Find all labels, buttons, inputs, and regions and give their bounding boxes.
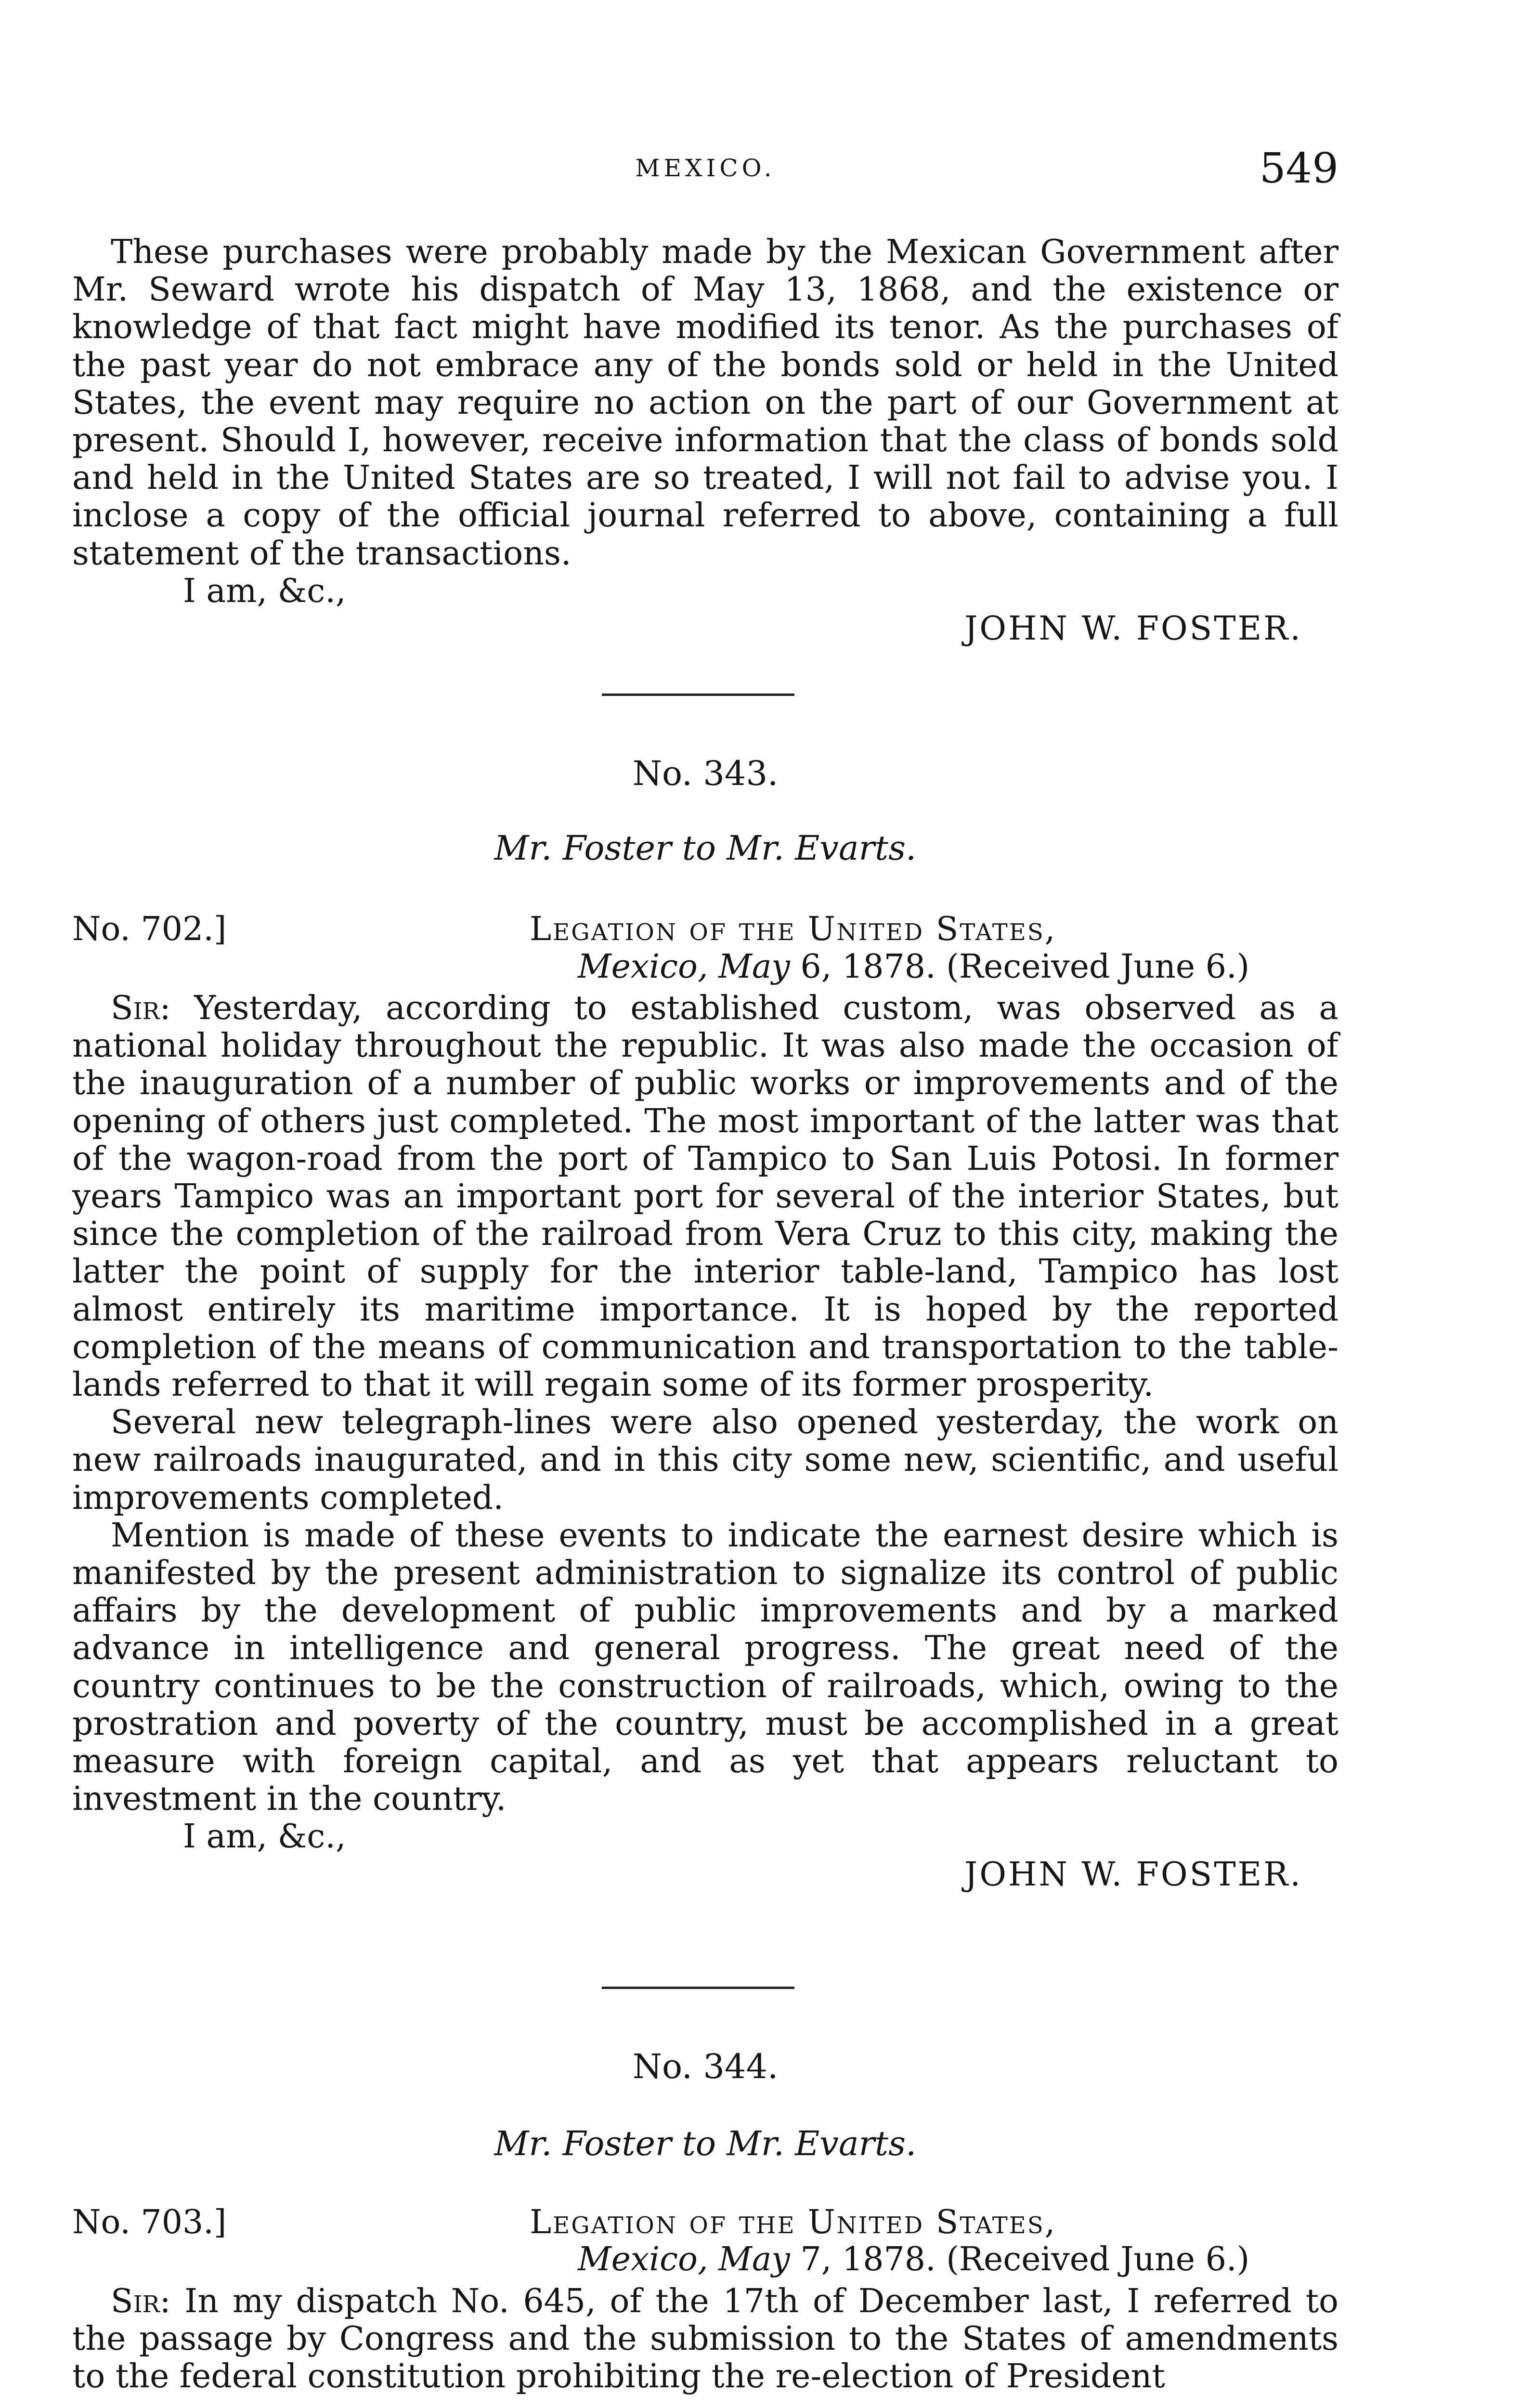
salutation: Sir: bbox=[111, 2282, 171, 2320]
running-head bbox=[72, 135, 1338, 193]
legation-heading-344: Legation of the United States, bbox=[530, 2203, 1057, 2241]
continued-letter bbox=[72, 234, 1338, 648]
dateline-344 bbox=[578, 2240, 1249, 2278]
signature: JOHN W. FOSTER. bbox=[964, 610, 1302, 648]
correspondents-343: Mr. Foster to Mr. Evarts. bbox=[494, 828, 917, 868]
paragraph-text: In my dispatch No. 645, of the 17th of December last, I referred to the passage by Congress and the submission to the States of amendments to the federal constitution prohibiting the re-election of President bbox=[72, 2282, 1338, 2396]
section-divider bbox=[602, 694, 794, 696]
document-number-344: No. 344. bbox=[632, 2047, 779, 2086]
document-number-343: No. 343. bbox=[632, 754, 779, 793]
continued-paragraph: These purchases were probably made by the Mexican Government after Mr. Seward wrote his dispatch of May 13, 1868, and the existence or knowledge of that fact might have modified its tenor. As the purchases of the past year do not embrace any of the bonds sold or held in the United States, the event may require no action on the part of our Government at present. Should I, however, receive information that the class of bonds sold and held in the United States are so treated, I will not fail to advise you. I inclose a copy of the official journal referred to above, containing a full statement of the transactions. bbox=[72, 233, 1338, 573]
paragraph-text: Yesterday, according to established custom, was observed as a national holiday throughout the republic. It was also made the occasion of the inauguration of a number of public works or improvements and of the opening of others just completed. The most important of the latter was that of the wagon-road from the port of Tampico to San Luis Potosi. In former years Tampico was an important port for several of the interior States, but since the completion of the railroad from Vera Cruz to this city, making the latter the point of supply for the interior table-land, Tampico has lost almost entirely its maritime importance. It is hoped by the reported completion of the means of communication and transportation to the table-lands referred to that it will regain some of its former prosperity. bbox=[72, 989, 1338, 1404]
body-paragraph: Mention is made of these events to indicate the earnest desire which is manifested by the present administration to signalize its control of public affairs by the development of public improvements and by a marked advance in intelligence and general progress. The great need of the country continues to be the construction of railroads, which, owing to the prostration and poverty of the country, must be accomplished in a great measure with foreign capital, and as yet that appears reluctant to investment in the country. bbox=[72, 1516, 1338, 1819]
signature: JOHN W. FOSTER. bbox=[964, 1855, 1302, 1894]
correspondents-344: Mr. Foster to Mr. Evarts. bbox=[494, 2124, 917, 2163]
running-head-title: MEXICO. bbox=[635, 154, 776, 182]
dateline-month: May bbox=[718, 2240, 790, 2278]
dispatch-number-702: No. 702.] bbox=[72, 910, 227, 948]
section-divider bbox=[602, 1987, 794, 1989]
dateline-rest: 7, 1878. (Received June 6.) bbox=[800, 2240, 1250, 2278]
letter-body-343 bbox=[72, 990, 1338, 1894]
dateline-rest: 6, 1878. (Received June 6.) bbox=[800, 948, 1250, 986]
closing-line: I am, &c., bbox=[183, 572, 346, 610]
dateline-343 bbox=[578, 948, 1249, 986]
letter-body-344 bbox=[72, 2283, 1338, 2396]
legation-heading-343: Legation of the United States, bbox=[530, 910, 1057, 948]
body-paragraph: Several new telegraph-lines were also opened yesterday, the work on new railroads inaugurated, and in this city some new, scientific, and useful improvements completed. bbox=[72, 1403, 1338, 1517]
salutation: Sir: bbox=[111, 989, 171, 1027]
body-paragraph bbox=[72, 990, 1338, 1404]
page-number: 549 bbox=[1259, 144, 1338, 193]
dateline-place: Mexico, bbox=[578, 2240, 708, 2278]
dispatch-number-703: No. 703.] bbox=[72, 2203, 227, 2241]
body-paragraph bbox=[72, 2283, 1338, 2396]
closing-line: I am, &c., bbox=[183, 1818, 346, 1856]
dateline-month: May bbox=[718, 948, 790, 986]
dateline-place: Mexico, bbox=[578, 948, 708, 986]
